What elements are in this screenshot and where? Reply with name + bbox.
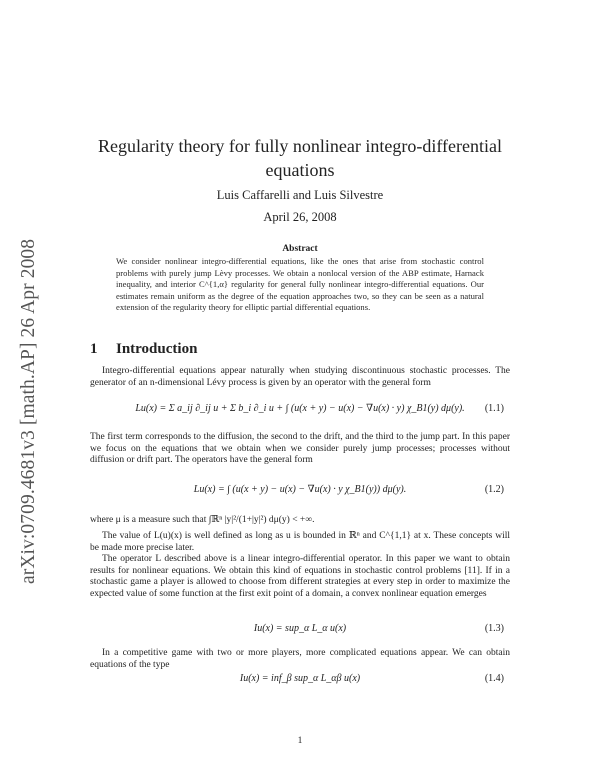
equation-1-4 <box>90 673 510 691</box>
paragraph: The value of L(u)(x) is well defined as long as u is bounded in ℝⁿ and C^{1,1} at x. These concepts will be made more precise later. <box>90 531 510 553</box>
section-heading <box>90 341 197 358</box>
page-number: 1 <box>297 736 303 746</box>
equation-tag: (1.2) <box>484 484 504 495</box>
abstract-heading: Abstract <box>282 244 318 254</box>
section-title: Introduction <box>116 341 198 357</box>
authors: Luis Caffarelli and Luis Silvestre <box>216 188 384 202</box>
section-number: 1 <box>90 341 98 357</box>
equation-body: Iu(x) = sup_α L_α u(x) <box>253 623 347 634</box>
paragraph: Integro-differential equations appear naturally when studying discontinuous stochastic processes. The generator of an n-dimensional Lévy process is given by an operator with the general form <box>90 366 510 388</box>
equation-body: Iu(x) = inf_β sup_α L_αβ u(x) <box>239 673 361 684</box>
arxiv-identifier: arXiv:0709.4681v3 [math.AP] 26 Apr 2008 <box>18 238 39 584</box>
equation-tag: (1.1) <box>484 403 504 414</box>
paragraph: The first term corresponds to the diffusion, the second to the drift, and the third to the jump part. In this paper we focus on the equations that we obtain when we consider purely jump processes; processes without diffusion or drift part. The operators have the general form <box>90 432 510 466</box>
equation-body: Lu(x) = Σ a_ij ∂_ij u + Σ b_i ∂_i u + ∫ (u(x + y) − u(x) − ∇u(x) · y) χ_B1(y) dμ(y). <box>135 403 465 414</box>
equation-1-3 <box>90 623 510 641</box>
equation-tag: (1.3) <box>484 623 504 634</box>
date: April 26, 2008 <box>263 210 337 224</box>
equation-body: Lu(x) = ∫ (u(x + y) − u(x) − ∇u(x) · y χ_B1(y)) dμ(y). <box>193 484 407 495</box>
paragraph: The operator L described above is a linear integro-differential operator. In this paper we want to obtain results for nonlinear equations. We obtain this kind of equations in stochastic control problems [11]. If in a stochastic game a player is allowed to choose from different strategies at every step in order to maximize the expected value of some function at the first exit point of a domain, a convex nonlinear equation emerges <box>90 554 510 599</box>
paragraph: In a competitive game with two or more players, more complicated equations appear. We can obtain equations of the type <box>90 648 510 670</box>
abstract-text: We consider nonlinear integro-differential equations, like the ones that arise from stochastic control problems with purely jump Lèvy processes. We obtain a nonlocal version of the ABP estimate, Harnack inequality, and interior C^{1,α} regularity for general fully nonlinear integro-differential equations. Our estimates remain uniform as the degree of the equation approaches two, so they can be seen as a natural extension of the regularity theory for elliptic partial differential equations. <box>116 256 484 313</box>
equation-1-1 <box>90 403 510 421</box>
equation-1-2 <box>90 484 510 502</box>
paper-title: Regularity theory for fully nonlinear integro-differential equations <box>97 136 503 180</box>
paragraph: where μ is a measure such that ∫ℝⁿ |y|²/(1+|y|²) dμ(y) < +∞. <box>90 515 315 525</box>
equation-tag: (1.4) <box>484 673 504 684</box>
